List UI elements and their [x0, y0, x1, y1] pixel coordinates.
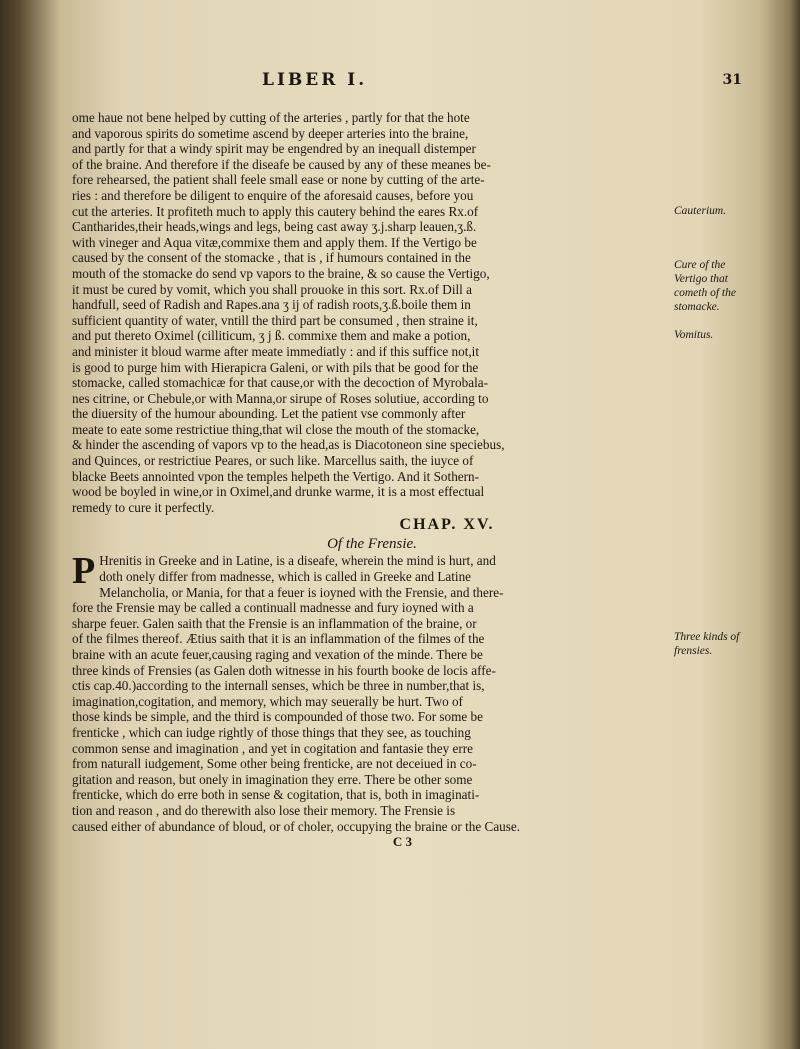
text-line: cut the arteries. It profiteth much to apply this cautery behind the eares Rx.of	[72, 203, 479, 219]
text-line: caused either of abundance of bloud, or of choler, occupying the braine or the Cause.	[72, 818, 521, 834]
text-line: is good to purge him with Hierapicra Galeni, or with pils that be good for the	[72, 359, 479, 375]
paragraph-2-lines	[72, 550, 672, 834]
text-line: nes citrine, or Chebule,or with Manna,or sirupe of Roses solutiue, according to	[72, 390, 489, 406]
text-line: and put thereto Oximel (cilliticum, ʒ j ß. commixe them and make a potion,	[72, 328, 471, 344]
margin-note-three-kinds: Three kinds of frensies.	[674, 631, 740, 657]
page-number: 31	[722, 72, 742, 88]
text-line: and Quinces, or restrictiue Peares, or such like. Marcellus saith, the iuyce of	[72, 453, 474, 469]
text-line: sharpe feuer. Galen saith that the Frensie is an inflammation of the braine, or	[72, 615, 477, 631]
text-line: Melancholia, or Mania, for that a feuer is ioyned with the Frensie, and there-	[99, 584, 504, 600]
chapter-heading: CHAP. XV.	[399, 516, 495, 534]
text-line: mouth of the stomacke do send vp vapors to the braine, & so cause the Vertigo,	[72, 265, 490, 281]
text-line: it must be cured by vomit, which you shall prouoke in this sort. Rx.of Dill a	[72, 281, 472, 297]
text-line: caused by the consent of the stomacke , that is , if humours contained in the	[72, 250, 471, 266]
text-line: gitation and reason, but onely in imagination they erre. There be other some	[72, 771, 473, 787]
text-line: Cantharides,their heads,wings and legs, being cast away ʒ.j.sharp leauen,ʒ.ß.	[72, 219, 477, 235]
text-line: three kinds of Frensies (as Galen doth witnesse in his fourth booke de locis affe-	[72, 662, 496, 678]
margin-note-cure-vertigo: Cure of the Vertigo that cometh of the stomacke.	[674, 259, 736, 313]
text-line: doth onely differ from madnesse, which is called in Greeke and Latine	[99, 569, 472, 585]
margin-note-vomitus: Vomitus.	[674, 329, 714, 341]
text-line: from naturall iudgement, Some other being frenticke, are not deceiued in co-	[72, 756, 477, 772]
text-line: stomacke, called stomachicæ for that cause,or with the decoction of Myrobala-	[72, 375, 488, 391]
main-text	[72, 110, 672, 850]
paragraph-2	[72, 550, 672, 834]
text-line: fore the Frensie may be called a continuall madnesse and fury ioyned with a	[72, 600, 474, 616]
text-line: meate to eate some restrictiue thing,that wil close the mouth of the stomacke,	[72, 421, 480, 437]
margin-note-cauterium: Cauterium.	[674, 205, 727, 217]
text-line: fore rehearsed, the patient shall feele small ease or none by cutting of the arte-	[72, 172, 485, 188]
chapter-subtitle: Of the Frensie.	[327, 536, 417, 553]
text-line: remedy to cure it perfectly.	[72, 499, 215, 515]
text-line: sufficient quantity of water, vntill the third part be consumed , then straine it,	[72, 312, 478, 328]
text-line: Hrenitis in Greeke and in Latine, is a diseafe, wherein the mind is hurt, and	[99, 553, 496, 569]
text-line: blacke Beets annointed vpon the temples helpeth the Vertigo. And it Sothern-	[72, 468, 480, 484]
text-line: ome haue not bene helped by cutting of the arteries , partly for that the hote	[72, 110, 470, 125]
text-line: wood be boyled in wine,or in Oximel,and drunke warme, it is a most effectual	[72, 484, 485, 500]
text-line: and minister it bloud warme after meate immediatly : and if this suffice not,it	[72, 343, 479, 359]
drop-cap: P	[72, 550, 96, 593]
text-line: ctis cap.40.)according to the internall senses, which be three in number,that is,	[72, 678, 485, 694]
text-line: & hinder the ascending of vapors vp to the head,as is Diacotoneon sine speciebus,	[72, 437, 505, 453]
book-page	[62, 70, 752, 970]
text-line: those kinds be simple, and the third is compounded of those two. For some be	[72, 709, 483, 725]
text-line: common sense and imagination , and yet in cogitation and fantasie they erre	[72, 740, 473, 756]
running-title: LIBER I.	[262, 70, 368, 90]
text-line: of the filmes thereof. Ætius saith that it is an inflammation of the filmes of the	[72, 631, 485, 647]
text-line: handfull, seed of Radish and Rapes.ana ʒ ij of radish roots,ʒ.ß.boile them in	[72, 297, 471, 313]
text-line: the diuersity of the humour abounding. Let the patient vse commonly after	[72, 406, 466, 422]
text-line: frenticke , which can iudge rightly of those things that they see, as touching	[72, 724, 471, 740]
text-line: and partly for that a windy spirit may be engendred by an inequall distemper	[72, 141, 476, 157]
text-line: imagination,cogitation, and memory, which may seuerally be hurt. Two of	[72, 693, 463, 709]
text-line: of the braine. And therefore if the diseafe be caused by any of these meanes be-	[72, 156, 491, 172]
paragraph-1	[72, 110, 672, 515]
text-line: ries : and therefore be diligent to enquire of the aforesaid causes, before you	[72, 187, 474, 203]
running-head	[62, 70, 752, 100]
signature-mark: C 3	[392, 834, 412, 850]
text-line: braine with an acute feuer,causing raging and vexation of the minde. There be	[72, 647, 483, 662]
text-line: with vineger and Aqua vitæ,commixe them and apply them. If the Vertigo be	[72, 234, 477, 250]
text-line: tion and reason , and do therewith also lose their memory. The Frensie is	[72, 802, 456, 818]
text-line: and vaporous spirits do sometime ascend by deeper arteries into the braine,	[72, 125, 469, 141]
text-line: frenticke, which do erre both in sense & cogitation, that is, both in imaginati-	[72, 787, 480, 803]
